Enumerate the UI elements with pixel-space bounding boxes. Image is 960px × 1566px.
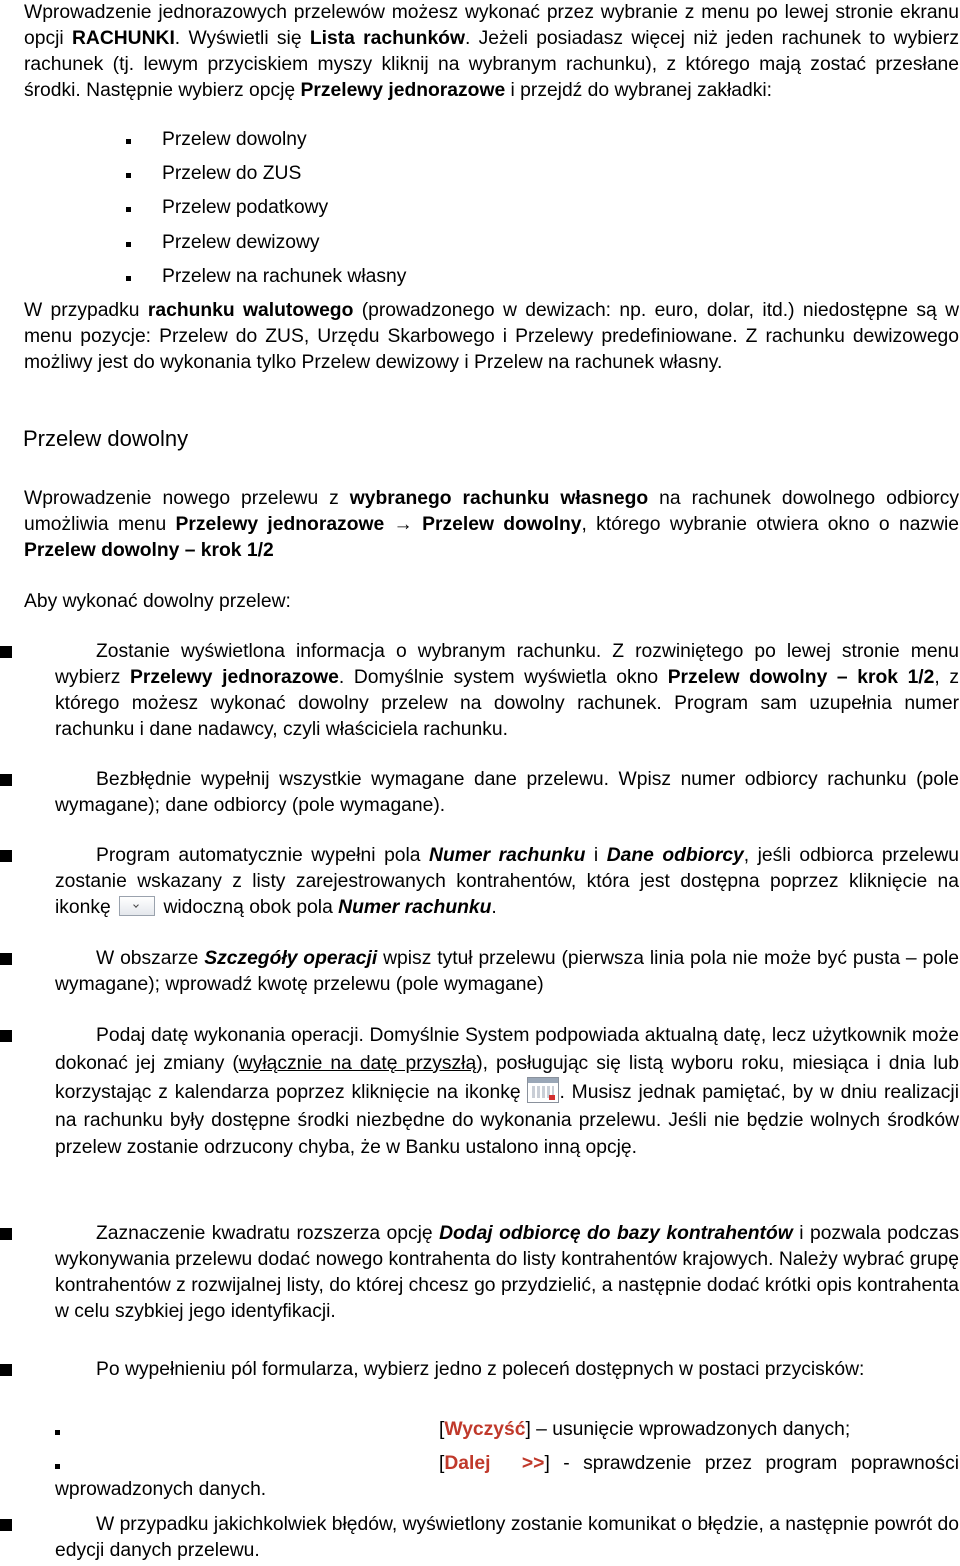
square-bullet-icon xyxy=(126,139,131,144)
square-bullet-icon xyxy=(0,1030,12,1042)
step-text: , jeśli odbiorca przelewu zostanie wskazany z listy zarejestrowanych kontrahentów, która jest dostępna poprzez kliknięcie na ikonkę xyxy=(55,845,959,918)
tab-label: Przelew na rachunek własny xyxy=(162,265,407,287)
przelewy-jednorazowe-term: Przelewy jednorazowe xyxy=(300,80,506,101)
square-bullet-icon xyxy=(0,1519,12,1531)
step-text: wpisz tytuł przelewu (pierwsza linia pola nie może być pusta – pole wymagane); wprowadź kwotę przelewu (pole wymagane) xyxy=(55,948,959,995)
transfer-tabs-list xyxy=(126,125,626,296)
window-name-term: Przelew dowolny – krok 1/2 xyxy=(667,667,935,688)
arrow-right-icon: → xyxy=(393,514,413,535)
future-date-term: wyłącznie na datę przyszłą xyxy=(238,1052,477,1074)
how-to-label: Aby wykonać dowolny przelew: xyxy=(24,591,291,612)
tab-list-item xyxy=(126,262,626,296)
tab-list-item xyxy=(126,159,626,193)
step-2 xyxy=(55,767,959,819)
intro-text: i przejdź do wybranej zakładki: xyxy=(505,80,773,101)
szczegoly-operacji-term: Szczegóły operacji xyxy=(204,948,378,969)
step-text: W przypadku jakichkolwiek błędów, wyświetlony zostanie komunikat o błędzie, a następnie powrót do edycji danych przelewu. xyxy=(55,1514,959,1561)
square-bullet-icon xyxy=(126,242,131,247)
numer-rachunku-term: Numer rachunku xyxy=(338,897,492,918)
tab-label: Przelew dewizowy xyxy=(162,231,320,253)
step-text: Zaznaczenie kwadratu rozszerza opcję xyxy=(96,1223,440,1244)
tab-label: Przelew podatkowy xyxy=(162,197,329,219)
bracket: ] xyxy=(544,1453,550,1474)
foreign-account-note xyxy=(24,298,959,376)
przelewy-jednorazowe-term: Przelewy jednorazowe xyxy=(129,667,339,688)
step-text: Program automatycznie wypełni pola xyxy=(96,845,430,866)
square-bullet-icon xyxy=(126,276,131,281)
step-text: Zostanie wyświetlona informacja o wybranym rachunku. Z rozwiniętego po lewej stronie menu wybierz xyxy=(55,641,959,688)
step-text: Po wypełnieniu pól formularza, wybierz jedno z poleceń dostępnych w postaci przycisków: xyxy=(96,1359,865,1380)
step-3 xyxy=(55,843,959,921)
step-text: widoczną obok pola xyxy=(158,897,339,918)
clear-button-desc xyxy=(439,1417,959,1443)
lista-rachunkow-term: Lista rachunków xyxy=(309,28,465,49)
step-5 xyxy=(55,1022,959,1162)
section-intro xyxy=(24,486,959,564)
square-bullet-icon xyxy=(0,1228,12,1240)
step-6 xyxy=(55,1221,959,1325)
calendar-icon xyxy=(527,1077,559,1103)
przelew-dowolny-term: Przelew dowolny xyxy=(422,514,582,535)
dodaj-odbiorce-term: Dodaj odbiorcę do bazy kontrahentów xyxy=(439,1223,793,1244)
intro-text: Wprowadzenie jednorazowych przelewów możesz wykonać przez wybranie z menu po lewej stronie ekranu opcji xyxy=(24,2,959,49)
bracket: [ xyxy=(439,1419,445,1440)
step-text: - sprawdzenie przez program poprawności wprowadzonych danych. xyxy=(55,1453,959,1500)
intro-text: . Wyświetli się xyxy=(174,28,310,49)
note-text: W przypadku xyxy=(24,300,148,321)
section-text: , którego wybranie otwiera okno o nazwie xyxy=(581,514,960,535)
square-bullet-icon xyxy=(0,1364,12,1376)
rachunki-term: RACHUNKI xyxy=(71,28,175,49)
intro-paragraph xyxy=(24,0,959,104)
window-name-term: Przelew dowolny – krok 1/2 xyxy=(24,540,274,561)
note-text: (prowadzonego w dewizach: np. euro, dolar, itd.) niedostępne są w menu pozycje: Przelew do ZUS, Urzędu Skarbowego i Przelewy predefiniowane. Z rachunku dewizowego możliwy jest do wykonania tylko Przelew dewizowy i Przelew na rachunek własny. xyxy=(24,300,959,373)
tab-list-item xyxy=(126,228,626,262)
lookup-icon xyxy=(119,896,155,916)
square-bullet-icon xyxy=(0,953,12,965)
bracket: ] xyxy=(525,1419,531,1440)
przelewy-jednorazowe-term: Przelewy jednorazowe xyxy=(175,514,385,535)
step-text: . Musisz jednak pamiętać, by w dniu realizacji na rachunku były dostępne środki niezbędne do wykonania przelewu. Jeśli nie będzie wolnych środków przelew zostanie odrzucony chyba, że w Banku ustalono inną opcję. xyxy=(55,1082,959,1159)
square-bullet-icon xyxy=(0,774,12,786)
step-text: i xyxy=(585,845,607,866)
tab-list-item xyxy=(126,125,626,159)
numer-rachunku-term: Numer rachunku xyxy=(429,845,586,866)
step-7 xyxy=(55,1357,959,1383)
rachunek-walutowy-term: rachunku walutowego xyxy=(147,300,354,321)
step-1 xyxy=(55,639,959,743)
step-text: W obszarze xyxy=(96,948,205,969)
tab-list-item xyxy=(126,193,626,227)
square-bullet-icon xyxy=(55,1430,60,1435)
square-bullet-icon xyxy=(0,850,12,862)
next-button-label: Dalej >> xyxy=(444,1453,545,1474)
square-bullet-icon xyxy=(126,173,131,178)
step-8 xyxy=(55,1512,959,1564)
section-title: Przelew dowolny xyxy=(23,426,189,451)
dane-odbiorcy-term: Dane odbiorcy xyxy=(606,845,744,866)
section-text: Wprowadzenie nowego przelewu z xyxy=(24,488,350,509)
section-text: na rachunek dowolnego odbiorcy umożliwia menu xyxy=(24,488,960,535)
tab-label: Przelew do ZUS xyxy=(162,163,302,185)
square-bullet-icon xyxy=(126,207,131,212)
tab-label: Przelew dowolny xyxy=(162,129,307,150)
wybrany-rachunek-term: wybranego rachunku własnego xyxy=(349,488,649,509)
step-text: , z którego możesz wykonać dowolny przelew na dowolny rachunek. Program sam uzupełnia numer rachunku i dane nadawcy, czyli właściciela rachunku. xyxy=(55,667,959,740)
step-text: ), posługując się listą wyboru roku, miesiąca i dnia lub korzystając z kalendarza poprzez kliknięcie na ikonkę xyxy=(55,1052,959,1104)
step-text: – usunięcie wprowadzonych danych; xyxy=(530,1419,851,1440)
step-text: . xyxy=(491,897,497,918)
intro-text: . Jeżeli posiadasz więcej niż jeden rachunek to wybierz rachunek (tj. lewym przyciskiem myszy kliknij na wybranym rachunku), z którego mają zostać przesłane środki. Następnie wybierz opcję xyxy=(24,28,959,101)
step-text: . Domyślnie system wyświetla okno xyxy=(338,667,668,688)
bracket: [ xyxy=(439,1453,445,1474)
step-4 xyxy=(55,946,959,998)
step-text: Podaj datę wykonania operacji. Domyślnie System podpowiada aktualną datę, lecz użytkownik może dokonać jej zmiany ( xyxy=(55,1025,959,1074)
next-button-desc xyxy=(55,1451,959,1503)
step-text: i pozwala podczas wykonywania przelewu dodać nowego kontrahenta do listy kontrahentów krajowych. Należy wybrać grupę kontrahentów z rozwijalnej listy, do której chcesz go przydzielić, a następnie dodać krótki opis kontrahenta w celu szybkiej jego identyfikacji. xyxy=(55,1223,960,1322)
clear-button-label: Wyczyść xyxy=(444,1419,526,1440)
square-bullet-icon xyxy=(0,646,12,658)
step-text: Bezbłędnie wypełnij wszystkie wymagane dane przelewu. Wpisz numer odbiorcy rachunku (pole wymagane); dane odbiorcy (pole wymagane). xyxy=(55,769,959,816)
